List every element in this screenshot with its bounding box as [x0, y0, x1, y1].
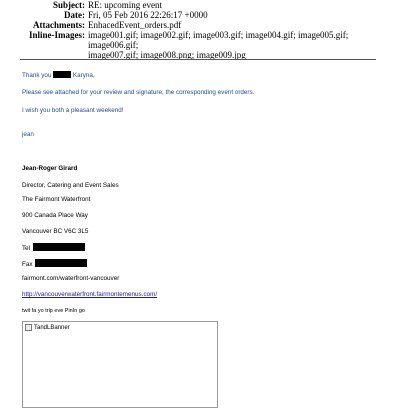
subject-value: RE: upcoming event: [88, 0, 162, 10]
tel-label: Tel: [22, 245, 31, 252]
signature-website[interactable]: fairmont.com/waterfront-vancouver: [22, 275, 120, 282]
signature-city: Vancouver BC V6C 3L5: [22, 228, 89, 235]
message-signoff: jean: [22, 131, 34, 138]
subject-label: Subject:: [53, 0, 85, 10]
signature-name: Jean-Roger Girard: [22, 165, 78, 172]
fax-redaction: [35, 259, 87, 267]
inline-images-label: Inline-Images:: [29, 30, 85, 40]
date-row: [0, 10, 400, 20]
signature-fax: [22, 259, 87, 268]
email-header: [0, 0, 400, 60]
signature-street: 900 Canada Place Way: [22, 212, 88, 219]
signature-hotel: The Fairmont Waterfront: [22, 196, 91, 203]
banner-image-placeholder: [22, 321, 218, 408]
greeting-post: Karyna,: [72, 72, 95, 79]
menus-link[interactable]: http://vancouverwaterfront.fairmontemenus.com/: [22, 291, 158, 298]
inline-images-line1: image001.gif; image002.gif; image003.gif; image004.gif; image005.gif; image006.gif;: [88, 30, 349, 50]
banner-alt-text: TandLBanner: [34, 324, 70, 331]
subject-row: [0, 0, 400, 10]
broken-image-icon: [25, 324, 32, 331]
date-value: Fri, 05 Feb 2016 22:26:17 +0000: [88, 10, 208, 20]
tel-redaction: [33, 243, 85, 251]
inline-images-row: [0, 30, 400, 60]
signature-title: Director, Catering and Event Sales: [22, 182, 119, 189]
date-label: Date:: [64, 10, 85, 20]
inline-images-value: [88, 30, 368, 60]
header-divider: [20, 59, 376, 60]
greeting-line: [22, 71, 95, 79]
banner-broken-image: [25, 324, 70, 331]
social-links[interactable]: twit fa yo trip eve PinIn go: [22, 308, 85, 314]
attachments-label: Attachments:: [33, 20, 85, 30]
greeting-pre: Thank you: [22, 72, 52, 79]
message-line-1: Please see attached for your review and signature, the corresponding event orders.: [22, 89, 255, 96]
attachments-value[interactable]: EnhacedEvent_orders.pdf: [88, 20, 182, 30]
signature-tel: [22, 243, 85, 252]
attachments-row: [0, 20, 400, 30]
inline-images-line2: image007.gif; image008.png; image009.jpg: [88, 50, 246, 60]
fax-label: Fax: [22, 261, 33, 268]
redaction-box: [53, 71, 71, 78]
message-line-2: I wish you both a pleasant weekend!: [22, 107, 124, 114]
